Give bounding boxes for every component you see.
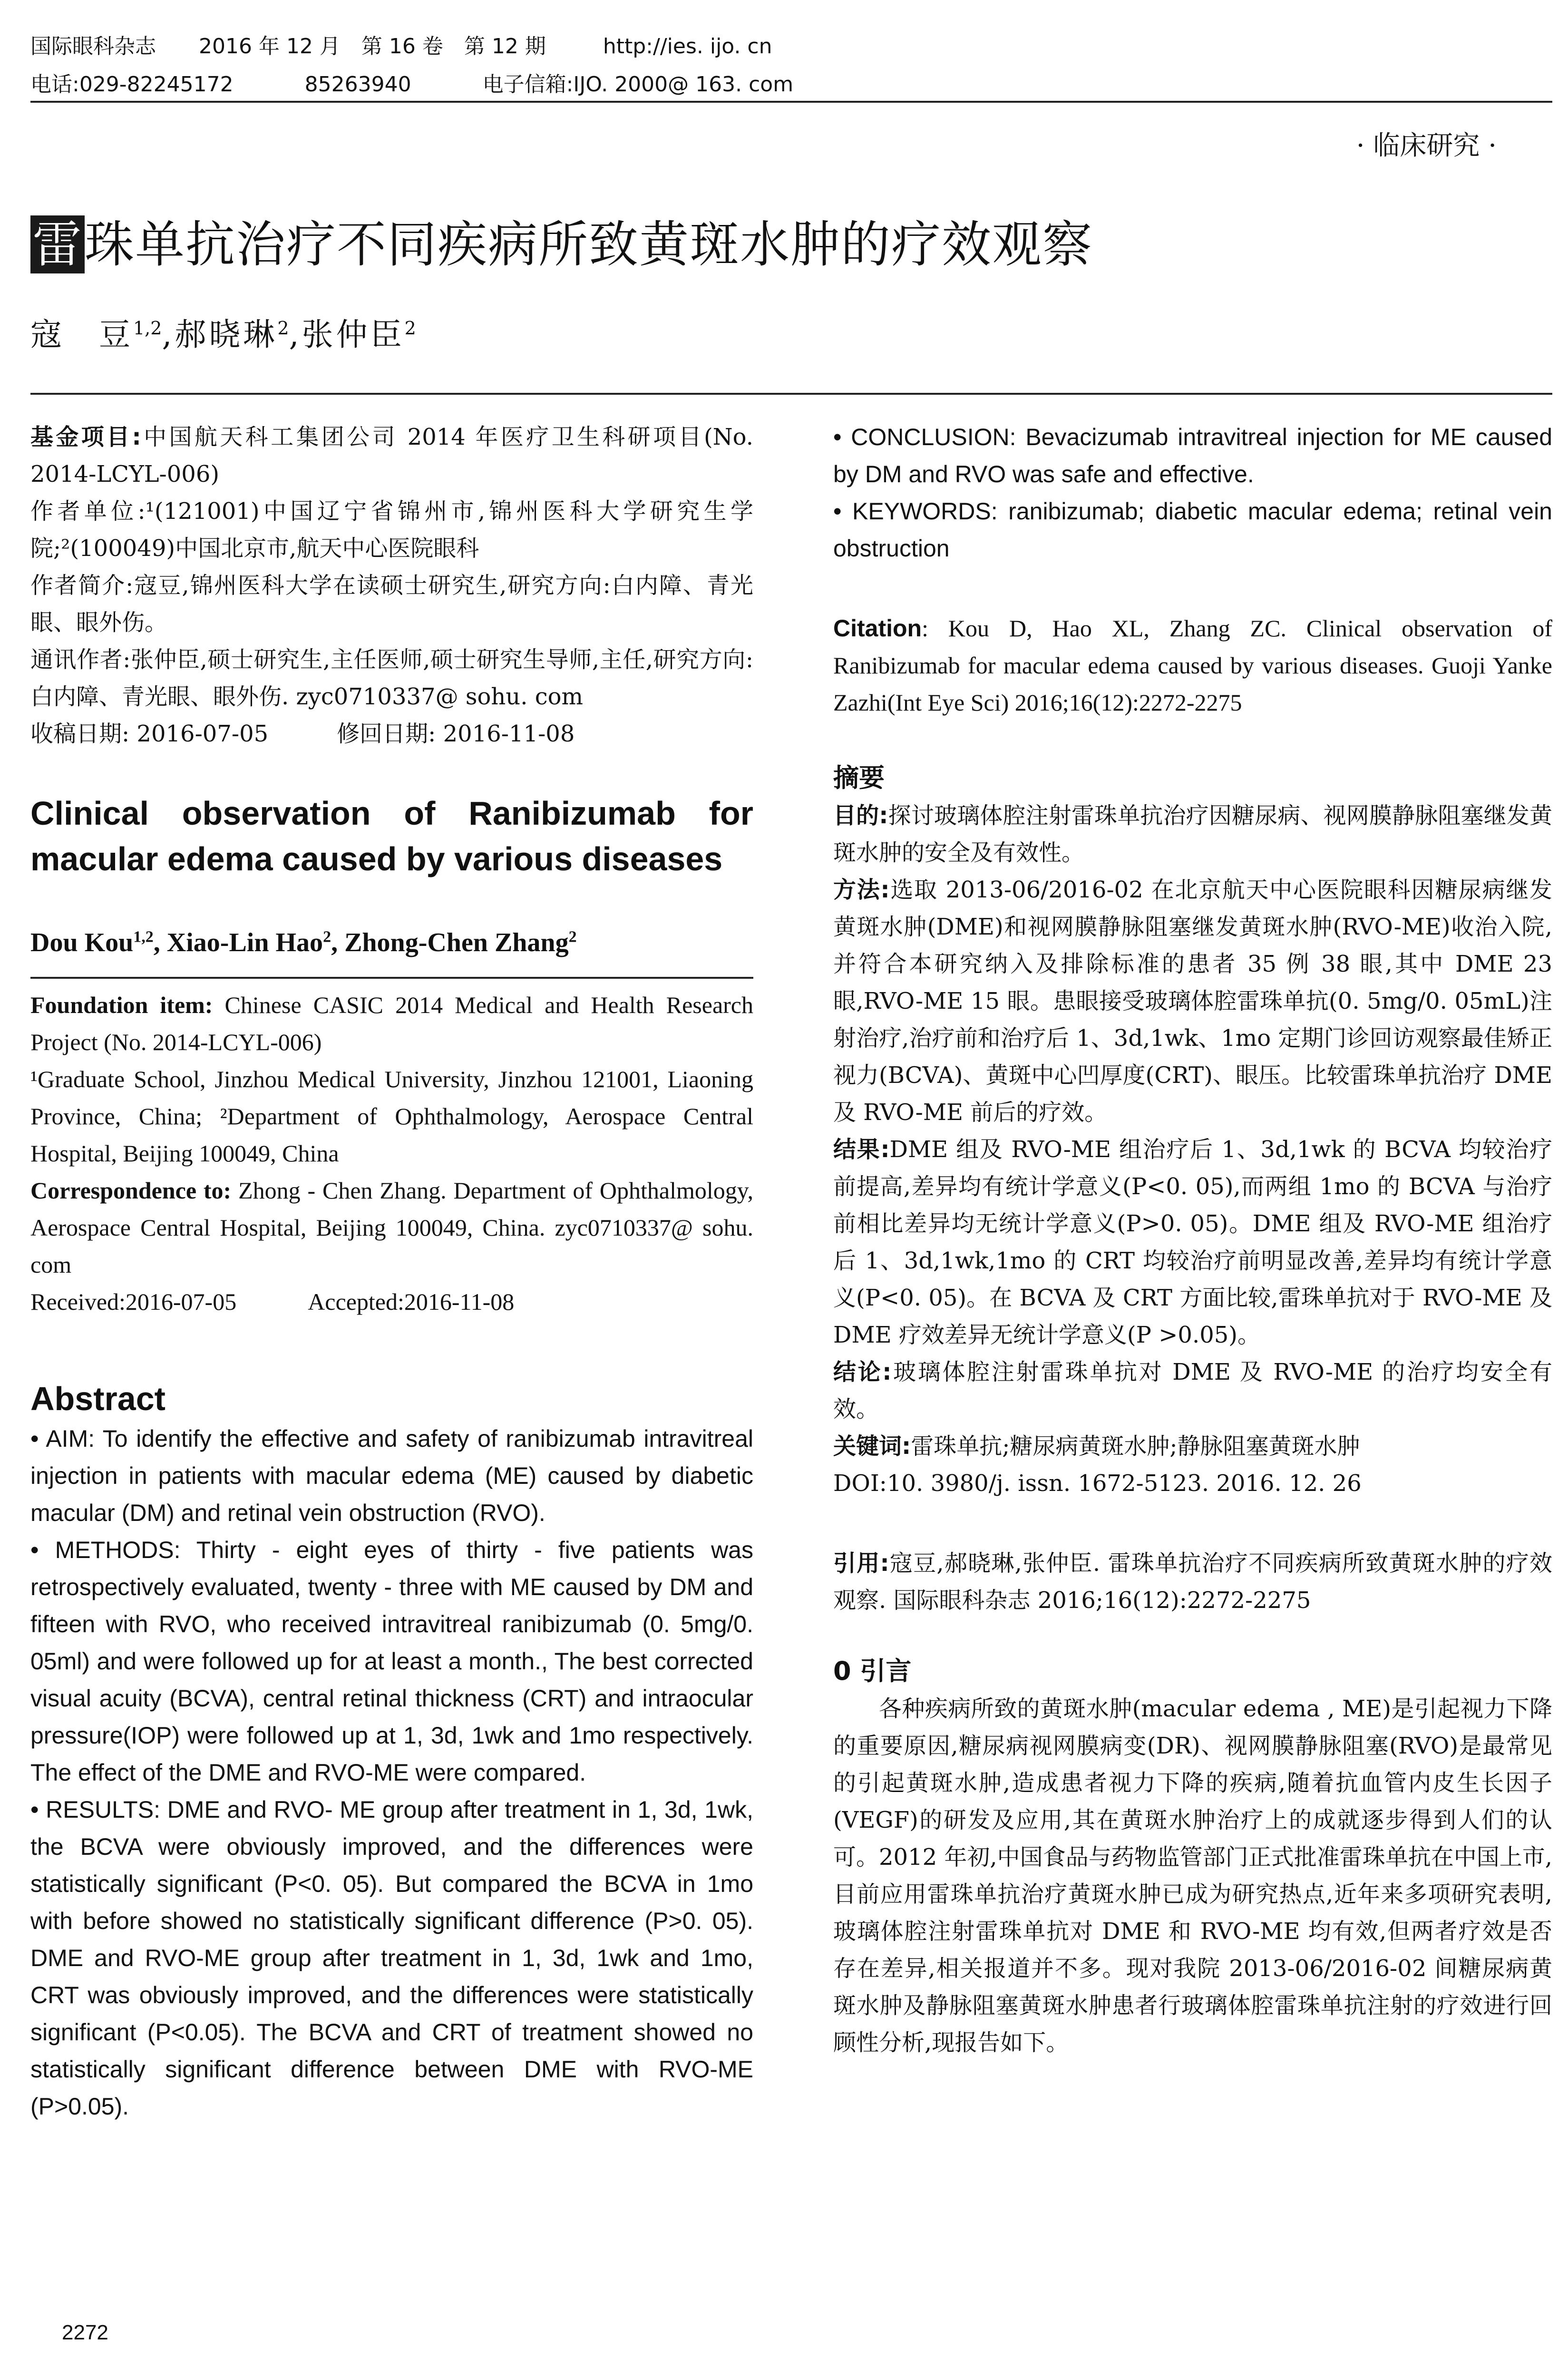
fund-label: 基金项目: <box>30 424 141 450</box>
author-1-affil: 1,2 <box>133 318 162 339</box>
dates-cn: 收稿日期: 2016-07-05 修回日期: 2016-11-08 <box>30 721 575 747</box>
purpose-label: 目的: <box>833 802 888 829</box>
intro-paragraph: 各种疾病所致的黄斑水肿(macular edema , ME)是引起视力下降的重要原因,糖尿病视网膜病变(DR)、视网膜静脉阻塞(RVO)是最常见的引起黄斑水肿,造成患者视力下降的疾病,随着抗血管内皮生长因子(VEGF)的研发及应用,其在黄斑水肿治疗上的成就逐步得到人们的认可。2012 年初,中国食品与药物监管部门正式批准雷珠单抗在中国上市,目前应用雷珠单抗治疗黄斑水肿已成为研究热点,近年来多项研究表明,玻璃体腔注射雷珠单抗对 DME 和 RVO-ME 均有效,但两者疗效是否存在差异,相关报道并不多。现对我院 2013-06/2016-02 间糖尿病黄斑水肿及静脉阻塞黄斑水肿患者行玻璃体腔雷珠单抗注射的疗效进行回顾性分析,现报告如下。 <box>833 1695 1552 2056</box>
result-label: 结果: <box>833 1136 890 1163</box>
column-tag: · 临床研究 · <box>1356 130 1497 161</box>
right-column <box>833 419 1552 2061</box>
keywords-cn <box>833 1428 1552 1465</box>
foundation-item <box>30 986 753 1061</box>
abstract-keywords: • KEYWORDS: ranibizumab; diabetic macular edema; retinal vein obstruction <box>833 498 1552 562</box>
cite-cn-label: 引用: <box>833 1550 889 1577</box>
cite-cn-text: 寇豆,郝晓琳,张仲臣. 雷珠单抗治疗不同疾病所致黄斑水肿的疗效观察. 国际眼科杂志 2016;16(12):2272-2275 <box>833 1550 1552 1614</box>
phone: 电话:029-82245172 <box>30 72 234 97</box>
keywords-text: 雷珠单抗;糖尿病黄斑水肿;静脉阻塞黄斑水肿 <box>911 1433 1360 1460</box>
author-en-3: , Zhong-Chen Zhang <box>331 928 569 957</box>
abstract-heading: Abstract <box>30 1380 166 1417</box>
foundation-text: Chinese CASIC 2014 Medical and Health Research Project (No. 2014-LCYL-006) <box>30 992 753 1055</box>
method-text: 选取 2013-06/2016-02 在北京航天中心医院眼科因糖尿病继发黄斑水肿(DME)和视网膜静脉阻塞继发黄斑水肿(RVO-ME)收治入院,并符合本研究纳入及排除标准的患者 35 例 38 眼,其中 DME 23 眼,RVO-ME 15 眼。患眼接受玻璃体腔雷珠单抗(0. 5mg/0. 05mL)注射治疗,治疗前和治疗后 1、3d,1wk、1mo 定期门诊回访观察最佳矫正视力(BCVA)、黄斑中心凹厚度(CRT)、眼压。比较雷珠单抗治疗 DME 及 RVO-ME 前后的疗效。 <box>833 877 1552 1126</box>
author-en-1-affil: 1,2 <box>133 928 154 946</box>
author-en-1: Dou Kou <box>30 928 134 957</box>
result-cn <box>833 1131 1552 1354</box>
author-en-2: , Xiao-Lin Hao <box>153 928 323 957</box>
abstract-methods: • METHODS: Thirty - eight eyes of thirty - five patients was retrospectively evaluated, twenty - three with ME caused by DM and fifteen with RVO, who received intravitreal ranibizumab (0. 5mg/0. 05ml) and were followed up for at least a month., The best corrected visual acuity (BCVA), central retinal thickness (CRT) and intraocular pressure(IOP) were followed up at 1, 3d, 1wk and 1mo respectively. The effect of the DME and RVO-ME were compared. <box>30 1537 753 1786</box>
author-bio: 作者简介:寇豆,锦州医科大学在读硕士研究生,研究方向:白内障、青光眼、眼外伤。 <box>30 572 753 636</box>
affiliation-cn: 作者单位:¹(121001)中国辽宁省锦州市,锦州医科大学研究生学院;²(100049)中国北京市,航天中心医院眼科 <box>30 498 753 562</box>
correspondence <box>30 1172 753 1283</box>
foundation-label: Foundation item: <box>30 992 213 1018</box>
intro-heading: 0 引言 <box>833 1656 912 1686</box>
author-3-affil: 2 <box>404 318 416 339</box>
correspondence-label: Correspondence to: <box>30 1177 232 1204</box>
citation-label: Citation <box>833 615 922 642</box>
method-cn <box>833 871 1552 1131</box>
journal-name: 国际眼科杂志 <box>30 34 156 58</box>
author-2-affil: 2 <box>277 318 289 339</box>
affiliation-en: ¹Graduate School, Jinzhou Medical University, Jinzhou 121001, Liaoning Province, China; ²Department of Ophthalmology, Aerospace Central Hospital, Beijing 100049, China <box>30 1066 753 1167</box>
author-en-2-affil: 2 <box>323 928 331 946</box>
journal-email[interactable]: 电子信箱:IJO. 2000@ 163. com <box>482 72 794 97</box>
purpose-cn <box>833 797 1552 871</box>
abstract-conclusion: • CONCLUSION: Bevacizumab intravitreal injection for ME caused by DM and RVO was safe and effective. <box>833 424 1552 487</box>
author-1: 寇 豆 <box>30 316 133 353</box>
conclusion-cn <box>833 1354 1552 1428</box>
result-text: DME 组及 RVO-ME 组治疗后 1、3d,1wk 的 BCVA 均较治疗前提高,差异均有统计学意义(P<0. 05),而两组 1mo 的 BCVA 与治疗前相比差异均无统计学意义(P>0. 05)。DME 组及 RVO-ME 组治疗后 1、3d,1wk,1mo 的 CRT 均较治疗前明显改善,差异均有统计学意义(P<0. 05)。在 BCVA 及 CRT 方面比较,雷珠单抗对于 RVO-ME 及 DME 疗效差异无统计学意义(P >0.05)。 <box>833 1136 1552 1348</box>
journal-header <box>30 28 1552 104</box>
author-2: ,郝晓琳 <box>162 316 278 353</box>
keywords-label: 关键词: <box>833 1433 911 1460</box>
cite-cn <box>833 1545 1552 1619</box>
abstract-cn-heading: 摘要 <box>833 763 885 793</box>
fund-item <box>30 419 753 493</box>
abstract-results: • RESULTS: DME and RVO- ME group after treatment in 1, 3d, 1wk, the BCVA were obviously improved, and the differences were statistically significant (P<0. 05). But compared the BCVA in 1mo with before showed no statistically significant difference (P>0. 05). DME and RVO-ME group after treatment in 1, 3d, 1wk and 1mo, CRT was obviously improved, and the differences were statistically significant (P<0.05). The BCVA and CRT of treatment showed no statistically significant difference between DME with RVO-ME (P>0.05). <box>30 1796 753 2120</box>
conclusion-text: 玻璃体腔注射雷珠单抗对 DME 及 RVO-ME 的治疗均安全有效。 <box>833 1359 1552 1422</box>
page-number: 2272 <box>62 2321 108 2344</box>
author-3: ,张仲臣 <box>289 316 405 353</box>
fund-text: 中国航天科工集团公司 2014 年医疗卫生科研项目(No. 2014-LCYL-006) <box>30 424 753 487</box>
citation-text: : Kou D, Hao XL, Zhang ZC. Clinical observation of Ranibizumab for macular edema caused by various diseases. Guoji Yanke Zazhi(Int Eye Sci) 2016;16(12):2272-2275 <box>833 615 1552 716</box>
citation <box>833 610 1552 721</box>
abstract-aim: • AIM: To identify the effective and safety of ranibizumab intravitreal injection in patients with macular edema (ME) caused by diabetic macular (DM) and retinal vein obstruction (RVO). <box>30 1425 753 1526</box>
article-title <box>30 205 1093 276</box>
authors-en <box>30 927 753 958</box>
title-first-char: 雷 <box>30 215 85 273</box>
author-rule <box>30 977 753 979</box>
header-rule <box>30 101 1552 103</box>
phone-2: 85263940 <box>304 72 411 97</box>
left-column <box>30 419 753 2125</box>
dates-en: Received:2016-07-05 Accepted:2016-11-08 <box>30 1288 515 1315</box>
method-label: 方法: <box>833 877 890 903</box>
title-rule <box>30 393 1552 395</box>
correspondence-text: Zhong - Chen Zhang. Department of Ophthalmology, Aerospace Central Hospital, Beijing 100049, China. zyc0710337@ sohu. com <box>30 1177 753 1278</box>
purpose-text: 探讨玻璃体腔注射雷珠单抗治疗因糖尿病、视网膜静脉阻塞继发黄斑水肿的安全及有效性。 <box>833 802 1552 866</box>
issue-info: 2016 年 12 月 第 16 卷 第 12 期 <box>199 34 546 58</box>
doi[interactable]: DOI:10. 3980/j. issn. 1672-5123. 2016. 12. 26 <box>833 1470 1362 1497</box>
english-title: Clinical observation of Ranibizumab for macular edema caused by various diseases <box>30 795 753 877</box>
corresponding-author: 通讯作者:张仲臣,硕士研究生,主任医师,硕士研究生导师,主任,研究方向:白内障、青光眼、眼外伤. zyc0710337@ sohu. com <box>30 646 753 710</box>
author-en-3-affil: 2 <box>568 928 577 946</box>
title-rest: 珠单抗治疗不同疾病所致黄斑水肿的疗效观察 <box>85 215 1093 273</box>
journal-url[interactable]: http://ies. ijo. cn <box>603 34 772 58</box>
conclusion-label: 结论: <box>833 1359 892 1385</box>
authors-cn <box>30 309 416 354</box>
